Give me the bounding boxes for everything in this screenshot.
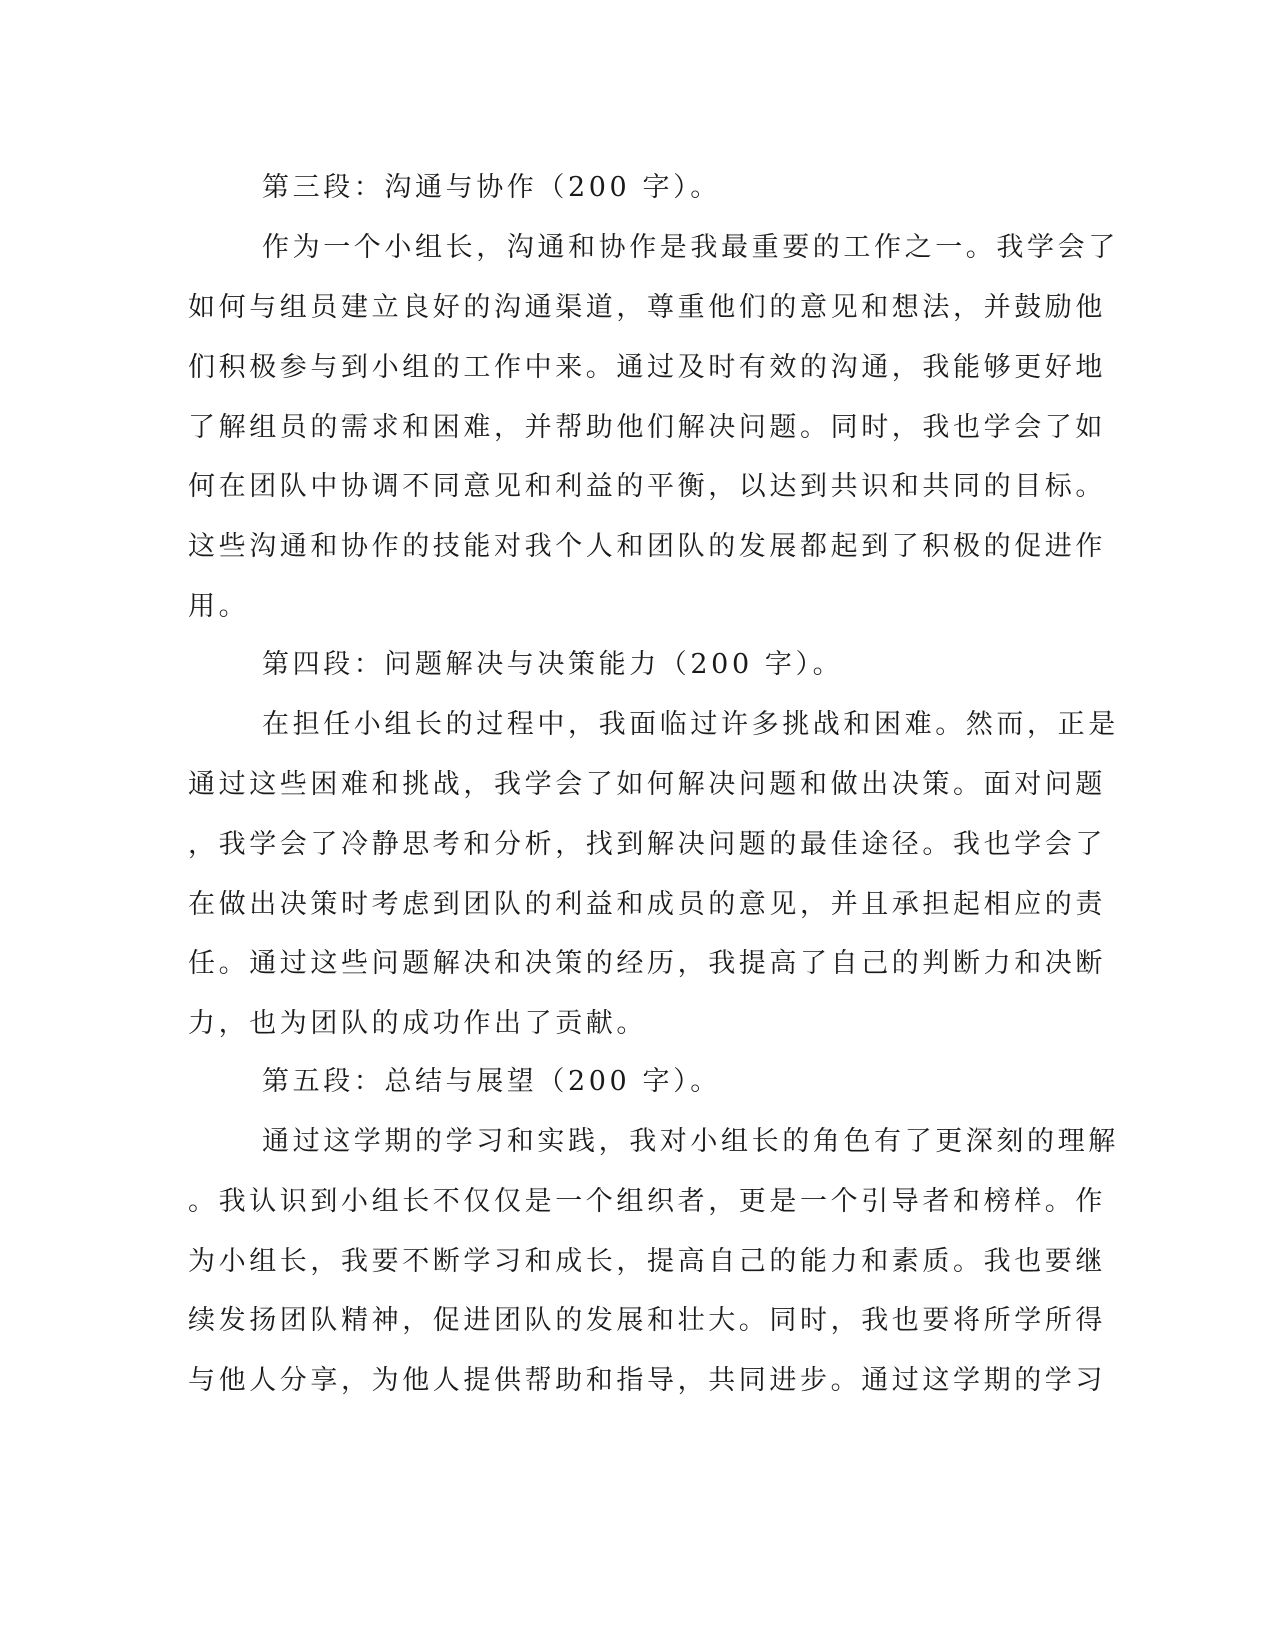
section-heading-4: 第四段：问题解决与决策能力（200 字）。 <box>262 649 844 680</box>
paragraph-line: 作为一个小组长，沟通和协作是我最重要的工作之一。我学会了 <box>262 232 1119 263</box>
section-heading-5: 第五段：总结与展望（200 字）。 <box>262 1066 721 1097</box>
paragraph-line: 用。 <box>188 591 250 622</box>
paragraph-line: 。我认识到小组长不仅仅是一个组织者，更是一个引导者和榜样。作 <box>188 1186 1106 1217</box>
paragraph-line: ，我学会了冷静思考和分析，找到解决问题的最佳途径。我也学会了 <box>188 829 1106 860</box>
paragraph-line: 续发扬团队精神，促进团队的发展和壮大。同时，我也要将所学所得 <box>188 1305 1106 1336</box>
paragraph-line: 为小组长，我要不断学习和成长，提高自己的能力和素质。我也要继 <box>188 1246 1106 1277</box>
paragraph-line: 们积极参与到小组的工作中来。通过及时有效的沟通，我能够更好地 <box>188 352 1106 383</box>
paragraph-line: 这些沟通和协作的技能对我个人和团队的发展都起到了积极的促进作 <box>188 531 1106 562</box>
paragraph-line: 了解组员的需求和困难，并帮助他们解决问题。同时，我也学会了如 <box>188 412 1106 443</box>
paragraph-line: 与他人分享，为他人提供帮助和指导，共同进步。通过这学期的学习 <box>188 1365 1106 1396</box>
paragraph-line: 通过这学期的学习和实践，我对小组长的角色有了更深刻的理解 <box>262 1126 1119 1157</box>
paragraph-line: 何在团队中协调不同意见和利益的平衡，以达到共识和共同的目标。 <box>188 471 1106 502</box>
paragraph-line: 在做出决策时考虑到团队的利益和成员的意见，并且承担起相应的责 <box>188 889 1106 920</box>
paragraph-line: 在担任小组长的过程中，我面临过许多挑战和困难。然而，正是 <box>262 709 1119 740</box>
paragraph-line: 任。通过这些问题解决和决策的经历，我提高了自己的判断力和决断 <box>188 948 1106 979</box>
paragraph-line: 力，也为团队的成功作出了贡献。 <box>188 1008 647 1039</box>
paragraph-line: 通过这些困难和挑战，我学会了如何解决问题和做出决策。面对问题 <box>188 769 1106 800</box>
section-heading-3: 第三段：沟通与协作（200 字）。 <box>262 172 721 203</box>
paragraph-line: 如何与组员建立良好的沟通渠道，尊重他们的意见和想法，并鼓励他 <box>188 292 1106 323</box>
